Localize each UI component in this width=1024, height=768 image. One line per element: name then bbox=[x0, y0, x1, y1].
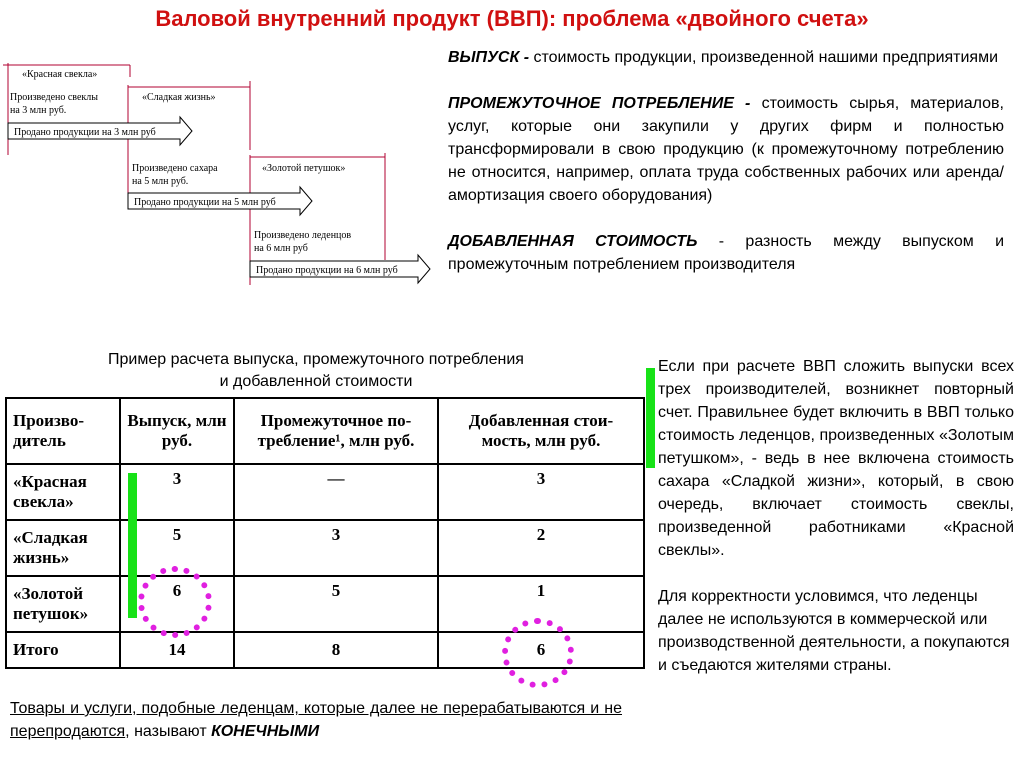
final-goods-definition bbox=[10, 697, 622, 743]
produced-beet-line2: на 3 млн руб. bbox=[10, 105, 67, 116]
cell-total-output: 14 bbox=[120, 632, 234, 668]
definition-added-value bbox=[448, 230, 1004, 276]
cell-total-intermediate: 8 bbox=[234, 632, 438, 668]
table-header-row bbox=[6, 398, 644, 464]
page-title: Валовой внутренний продукт (ВВП): проблема «двойного счета» bbox=[155, 6, 869, 31]
header-output: Выпуск, млн руб. bbox=[120, 398, 234, 464]
label-sweet-life: «Сладкая жизнь» bbox=[142, 92, 216, 103]
final-goods-term: КОНЕЧНЫМИ bbox=[211, 723, 320, 740]
cell-added-value: 2 bbox=[438, 520, 644, 576]
cell-output: 3 bbox=[120, 464, 234, 520]
produced-candy-line2: на 6 млн руб bbox=[254, 243, 308, 254]
added-term: ДОБАВЛЕННАЯ СТОИМОСТЬ bbox=[448, 233, 698, 250]
sold-beet: Продано продукции на 3 млн руб bbox=[14, 127, 156, 138]
definition-output bbox=[448, 46, 1004, 69]
dotted-circle-output bbox=[138, 566, 212, 638]
table-row bbox=[6, 464, 644, 520]
table-row bbox=[6, 520, 644, 576]
produced-sugar-line2: на 5 млн руб. bbox=[132, 176, 189, 187]
cell-added-value: 3 bbox=[438, 464, 644, 520]
header-added-value: Добавленная стои-мость, млн руб. bbox=[438, 398, 644, 464]
cell-producer: «Золотой петушок» bbox=[6, 576, 120, 632]
label-red-beet: «Красная свекла» bbox=[22, 69, 98, 80]
production-flow-diagram bbox=[0, 55, 440, 290]
table-caption bbox=[10, 349, 622, 393]
output-text: стоимость продукции, произведенной нашими предприятиями bbox=[529, 49, 999, 66]
caption-line1: Пример расчета выпуска, промежуточного потребления bbox=[108, 351, 524, 368]
cell-output: 6 bbox=[120, 576, 234, 632]
produced-candy-line1: Произведено леденцов bbox=[254, 230, 352, 241]
cell-intermediate: 3 bbox=[234, 520, 438, 576]
intermediate-term: ПРОМЕЖУТОЧНОЕ ПОТРЕБЛЕНИЕ - bbox=[448, 95, 751, 112]
label-golden-rooster: «Золотой петушок» bbox=[262, 163, 346, 174]
output-term: ВЫПУСК - bbox=[448, 49, 530, 66]
double-counting-explanation bbox=[658, 355, 1014, 700]
final-goods-rest: , называют bbox=[125, 723, 212, 740]
cell-output: 5 bbox=[120, 520, 234, 576]
cell-producer: «Красная свекла» bbox=[6, 464, 120, 520]
cell-total-label: Итого bbox=[6, 632, 120, 668]
definition-intermediate bbox=[448, 92, 1004, 207]
sold-candy: Продано продукции на 6 млн руб bbox=[256, 265, 398, 276]
final-goods-underlined: Товары и услуги, подобные леденцам, которые далее не перерабатываются и не перепродаются bbox=[10, 700, 622, 740]
caption-line2: и добавленной стоимости bbox=[219, 373, 413, 390]
definitions bbox=[448, 46, 1004, 299]
assumption-paragraph: Для корректности условимся, что леденцы далее не используются в коммерческой или производственной деятельности, а покупаются и съедаются жителями страны. bbox=[658, 588, 1010, 674]
cell-intermediate: — bbox=[234, 464, 438, 520]
header-intermediate: Промежуточное по-требление¹, млн руб. bbox=[234, 398, 438, 464]
header-producer: Произво-дитель bbox=[6, 398, 120, 464]
cell-intermediate: 5 bbox=[234, 576, 438, 632]
green-highlight-bar-text bbox=[646, 368, 655, 468]
dotted-circle-added-value bbox=[502, 618, 574, 688]
cell-producer: «Сладкая жизнь» bbox=[6, 520, 120, 576]
added-text: - разность между выпуском и промежуточным потреблением производителя bbox=[448, 233, 1005, 273]
sold-sugar: Продано продукции на 5 млн руб bbox=[134, 197, 276, 208]
cell-added-value: 1 bbox=[438, 576, 644, 632]
produced-beet-line1: Произведено свеклы bbox=[10, 92, 98, 103]
green-highlight-bar-table bbox=[128, 473, 137, 618]
intermediate-text: стоимость сырья, материалов, услуг, которые они закупили у других фирм и полностью трансформировали в свою продукцию (к промежуточному потреблению не относится, например, оплата труда собственных рабочих или аренда/амортизация своего оборудования) bbox=[448, 95, 1004, 204]
cell-total-added-value: 6 bbox=[438, 632, 644, 668]
produced-sugar-line1: Произведено сахара bbox=[132, 163, 218, 174]
explanation-paragraph: Если при расчете ВВП сложить выпуски всех трех производителей, возникнет повторный счет. Правильнее будет включить в ВВП только стоимость леденцов, произведенных «Золотым петушком», - ведь в нее включена стоимость сахара «Сладкой жизни», который, в свою очередь, включает стоимость свеклы, произведенной работниками «Красной свеклы». bbox=[658, 358, 1014, 559]
